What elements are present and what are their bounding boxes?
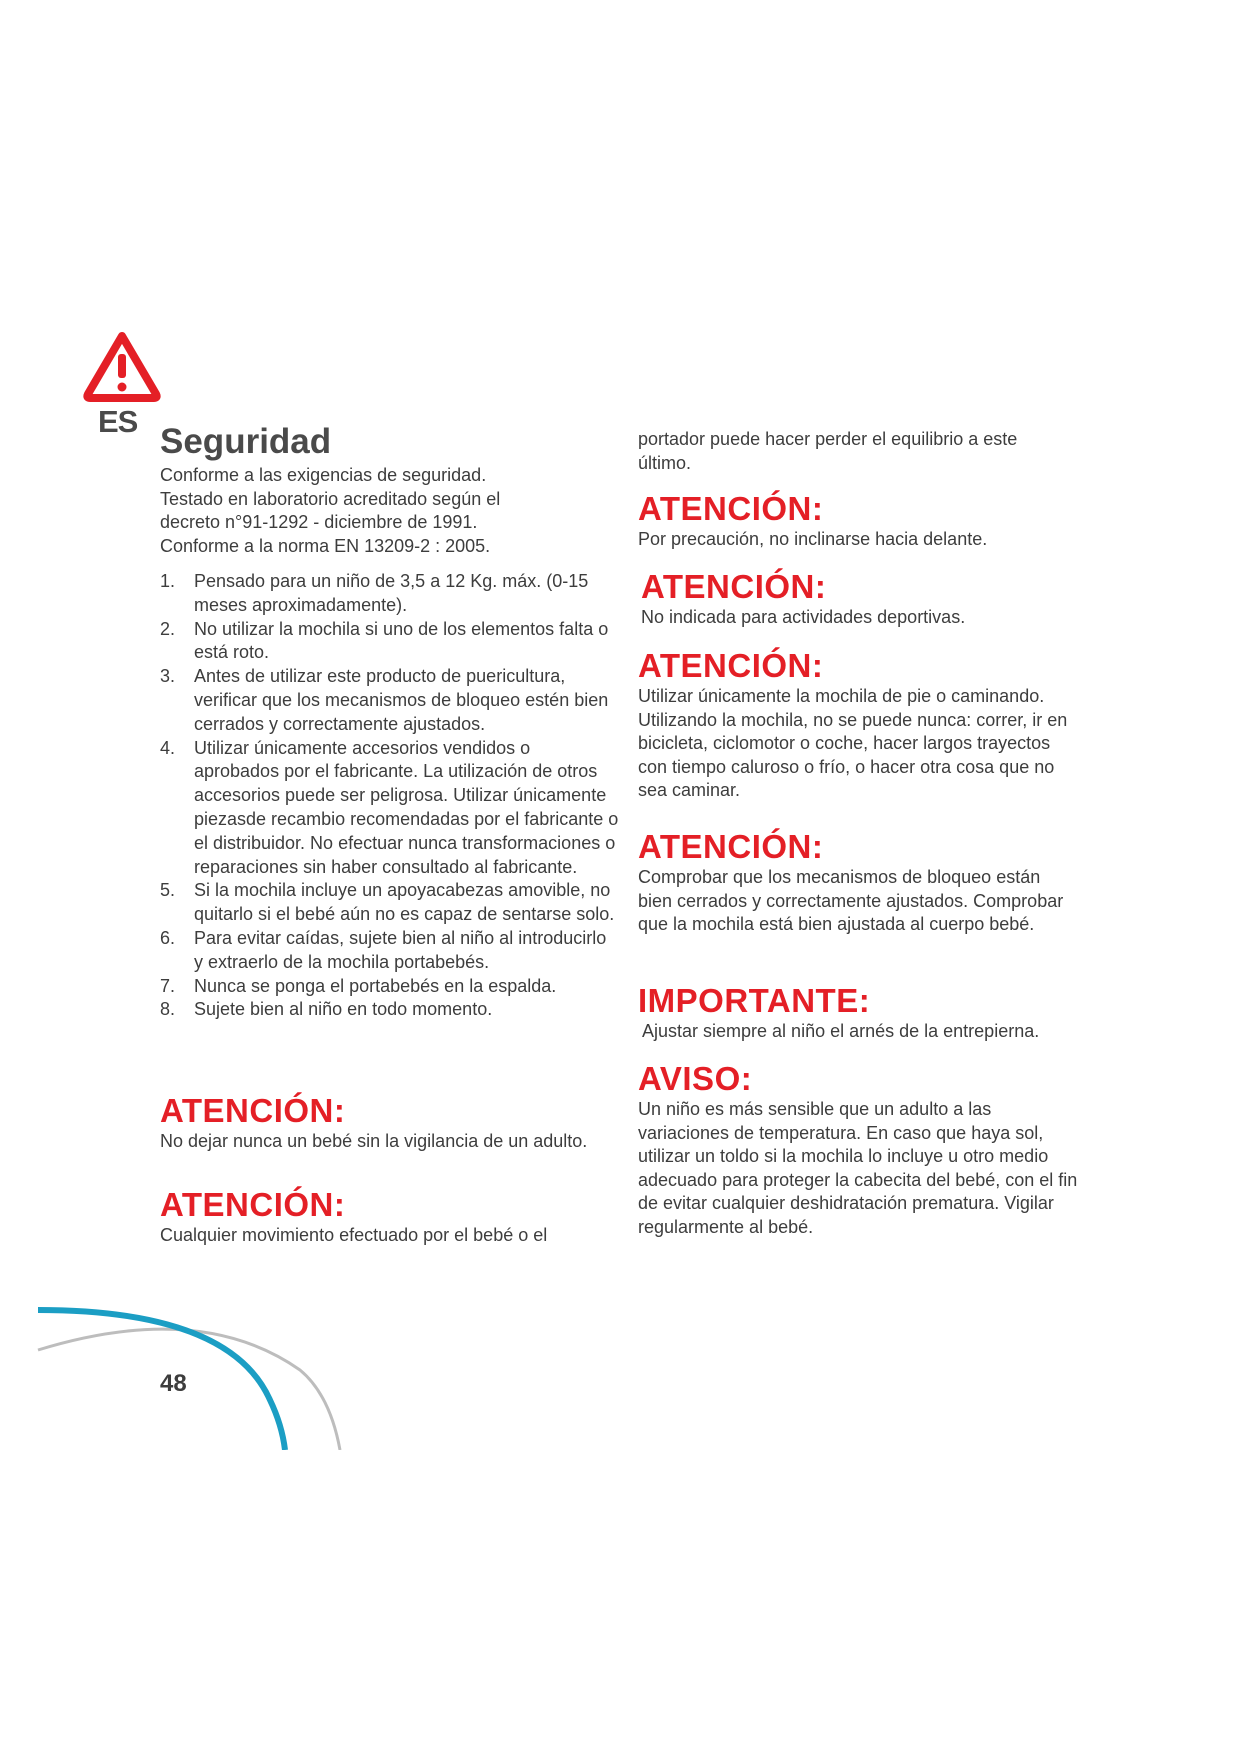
page-title: Seguridad bbox=[160, 422, 332, 461]
intro-line: Conforme a las exigencias de seguridad. bbox=[160, 465, 487, 485]
notice-text: No indicada para actividades deportivas. bbox=[641, 607, 966, 627]
page-number: 48 bbox=[160, 1370, 187, 1397]
notice-block bbox=[638, 490, 1068, 552]
list-item bbox=[160, 879, 620, 927]
notice-text: Por precaución, no inclinarse hacia delante. bbox=[638, 529, 988, 549]
list-number: 2. bbox=[160, 618, 176, 639]
notice-block bbox=[160, 1186, 610, 1248]
list-text: Sujete bien al niño en todo momento. bbox=[194, 999, 493, 1020]
intro-line: Conforme a la norma EN 13209-2 : 2005. bbox=[160, 535, 491, 556]
notice-heading: ATENCIÓN: bbox=[638, 647, 824, 684]
notice-text: Cualquier movimiento efectuado por el bebé o el bbox=[160, 1225, 548, 1245]
list-number: 4. bbox=[160, 737, 176, 758]
notice-heading: IMPORTANTE: bbox=[638, 982, 871, 1019]
notice-heading: ATENCIÓN: bbox=[638, 828, 824, 865]
list-item bbox=[160, 665, 620, 736]
continuation-text: portador puede hacer perder el equilibrio a este último. bbox=[638, 429, 1018, 473]
notice-text: No dejar nunca un bebé sin la vigilancia de un adulto. bbox=[160, 1131, 588, 1151]
list-number: 6. bbox=[160, 927, 176, 948]
notice-block bbox=[641, 568, 1071, 630]
notice-block bbox=[160, 1092, 610, 1154]
list-number: 1. bbox=[160, 571, 176, 591]
list-text: Si la mochila incluye un apoyacabezas amovible, no quitarlo si el bebé aún no es capaz de sentarse solo. bbox=[194, 880, 615, 925]
continuation-text-block bbox=[638, 428, 1068, 475]
list-item bbox=[160, 927, 620, 975]
notice-block bbox=[638, 1060, 1078, 1239]
notice-text: Ajustar siempre al niño el arnés de la entrepierna. bbox=[642, 1021, 1040, 1041]
list-text: Para evitar caídas, sujete bien al niño al introducirlo y extraerlo de la mochila portabebés. bbox=[194, 927, 607, 972]
list-number: 5. bbox=[160, 880, 176, 901]
warning-triangle-icon bbox=[82, 330, 162, 402]
notice-text: Comprobar que los mecanismos de bloqueo están bien cerrados y correctamente ajustados. Comprobar que la mochila está bien ajustada al cuerpo bebé. bbox=[638, 867, 1064, 934]
list-number: 3. bbox=[160, 666, 176, 687]
list-item bbox=[160, 737, 620, 880]
notice-heading: ATENCIÓN: bbox=[160, 1186, 346, 1223]
notice-text: Un niño es más sensible que un adulto a las variaciones de temperatura. En caso que haya sol, utilizar un toldo si la mochila lo incluye u otro medio adecuado para proteger la cabecita del bebé, con el fin de evitar cualquier deshidratación prematura. Vigilar regularmente al bebé. bbox=[638, 1099, 1078, 1237]
notice-heading: ATENCIÓN: bbox=[160, 1092, 346, 1129]
notice-heading: ATENCIÓN: bbox=[638, 490, 824, 527]
list-text: No utilizar la mochila si uno de los elementos falta o está roto. bbox=[194, 618, 609, 663]
notice-text: Utilizar únicamente la mochila de pie o caminando. Utilizando la mochila, no se puede nunca: correr, ir en bicicleta, ciclomotor o coche, hacer largos trayectos con tiempo caluroso o frío, o hacer otra cosa que no sea caminar. bbox=[638, 686, 1068, 800]
list-item bbox=[160, 975, 620, 999]
intro-line: decreto n°91-1292 - diciembre de 1991. bbox=[160, 512, 478, 532]
list-text: Utilizar únicamente accesorios vendidos o aprobados por el fabricante. La utilización de otros accesorios puede ser peligrosa. Utilizar únicamente piezasde recambio recomendadas por el fabricante o el distribuidor. No efectuar nunca transformaciones o reparaciones sin haber consultado al fabricante. bbox=[194, 737, 619, 877]
list-item bbox=[160, 998, 620, 1022]
list-number: 8. bbox=[160, 999, 176, 1020]
language-code: ES bbox=[98, 404, 138, 439]
notice-block bbox=[638, 828, 1068, 937]
notice-block bbox=[638, 647, 1068, 803]
list-item bbox=[160, 570, 620, 618]
notice-block bbox=[638, 982, 1098, 1044]
intro-text bbox=[160, 464, 610, 558]
list-text: Nunca se ponga el portabebés en la espalda. bbox=[194, 975, 557, 996]
list-text: Pensado para un niño de 3,5 a 12 Kg. máx. (0-15 meses aproximadamente). bbox=[194, 571, 589, 615]
list-number: 7. bbox=[160, 975, 176, 996]
list-item bbox=[160, 618, 620, 666]
notice-heading: AVISO: bbox=[638, 1060, 753, 1097]
safety-list bbox=[160, 570, 620, 1022]
intro-line: Testado en laboratorio acreditado según el bbox=[160, 488, 501, 509]
list-text: Antes de utilizar este producto de puericultura, verificar que los mecanismos de bloqueo estén bien cerrados y correctamente ajustados. bbox=[194, 666, 609, 734]
notice-heading: ATENCIÓN: bbox=[641, 568, 827, 605]
